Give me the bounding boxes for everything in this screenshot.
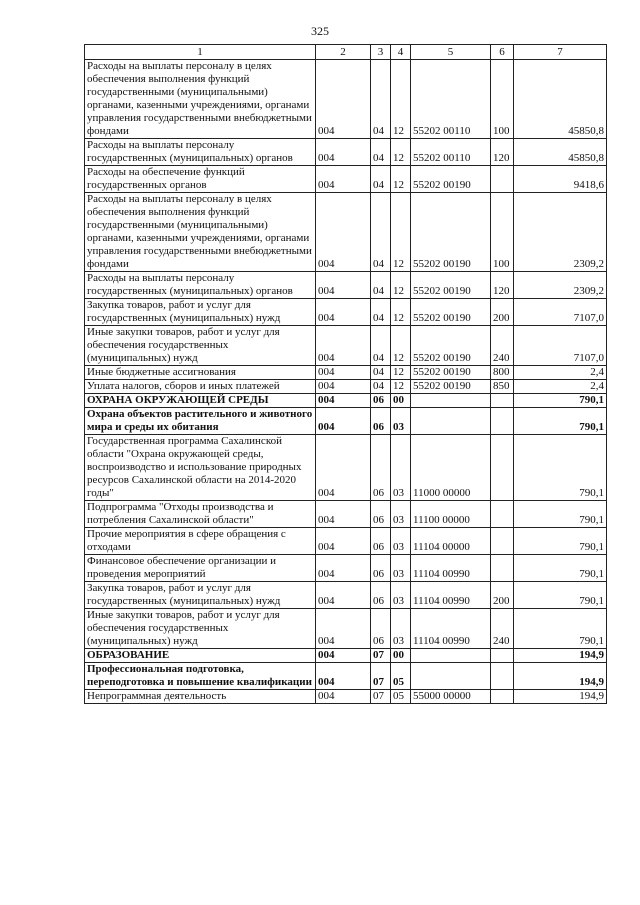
subsection-code-cell: 12: [391, 272, 411, 299]
column-header: 5: [411, 45, 491, 60]
ministry-code-cell: 004: [316, 663, 371, 690]
expense-type-cell: 240: [491, 609, 514, 649]
expense-name-cell: Уплата налогов, сборов и иных платежей: [85, 380, 316, 394]
table-row: [85, 555, 607, 582]
subsection-code-cell: 12: [391, 299, 411, 326]
expense-type-cell: [491, 435, 514, 501]
expense-name-cell: Иные закупки товаров, работ и услуг для обеспечения государственных (муниципальных) нужд: [85, 326, 316, 366]
expense-type-cell: 120: [491, 139, 514, 166]
amount-cell: 194,9: [514, 663, 607, 690]
expense-type-cell: [491, 649, 514, 663]
column-header: 7: [514, 45, 607, 60]
ministry-code-cell: 004: [316, 582, 371, 609]
expense-name-cell: Государственная программа Сахалинской области "Охрана окружающей среды, воспроизводство и использование природных ресурсов Сахалинской области на 2014-2020 годы": [85, 435, 316, 501]
table-row: [85, 60, 607, 139]
table-row: [85, 582, 607, 609]
table-row: [85, 326, 607, 366]
expense-name-cell: ОХРАНА ОКРУЖАЮЩЕЙ СРЕДЫ: [85, 394, 316, 408]
amount-cell: 2309,2: [514, 272, 607, 299]
amount-cell: 194,9: [514, 690, 607, 704]
section-code-cell: 06: [371, 394, 391, 408]
section-code-cell: 06: [371, 501, 391, 528]
target-article-cell: 55000 00000: [411, 690, 491, 704]
section-code-cell: 04: [371, 272, 391, 299]
ministry-code-cell: 004: [316, 139, 371, 166]
table-row: [85, 408, 607, 435]
amount-cell: 2,4: [514, 380, 607, 394]
subsection-code-cell: 03: [391, 555, 411, 582]
ministry-code-cell: 004: [316, 690, 371, 704]
table-row: [85, 528, 607, 555]
ministry-code-cell: 004: [316, 408, 371, 435]
expense-type-cell: 120: [491, 272, 514, 299]
ministry-code-cell: 004: [316, 166, 371, 193]
page-number: 325: [311, 24, 329, 38]
budget-table: [84, 44, 607, 704]
expense-type-cell: 240: [491, 326, 514, 366]
expense-name-cell: Расходы на выплаты персоналу в целях обеспечения выполнения функций государственными (муниципальными) органами, казенными учреждениями, органами управления государственными внебюджетными фондами: [85, 193, 316, 272]
ministry-code-cell: 004: [316, 60, 371, 139]
amount-cell: 790,1: [514, 582, 607, 609]
subsection-code-cell: 12: [391, 139, 411, 166]
section-code-cell: 06: [371, 528, 391, 555]
expense-type-cell: [491, 408, 514, 435]
expense-type-cell: [491, 663, 514, 690]
amount-cell: 790,1: [514, 609, 607, 649]
target-article-cell: 11000 00000: [411, 435, 491, 501]
section-code-cell: 04: [371, 380, 391, 394]
column-header: 3: [371, 45, 391, 60]
amount-cell: 790,1: [514, 555, 607, 582]
target-article-cell: 55202 00190: [411, 366, 491, 380]
ministry-code-cell: 004: [316, 528, 371, 555]
subsection-code-cell: 03: [391, 528, 411, 555]
expense-name-cell: Расходы на выплаты персоналу государственных (муниципальных) органов: [85, 139, 316, 166]
amount-cell: 194,9: [514, 649, 607, 663]
amount-cell: 790,1: [514, 435, 607, 501]
target-article-cell: 55202 00190: [411, 380, 491, 394]
expense-type-cell: [491, 166, 514, 193]
ministry-code-cell: 004: [316, 299, 371, 326]
subsection-code-cell: 12: [391, 60, 411, 139]
expense-name-cell: Закупка товаров, работ и услуг для государственных (муниципальных) нужд: [85, 299, 316, 326]
section-code-cell: 04: [371, 366, 391, 380]
section-code-cell: 04: [371, 326, 391, 366]
section-code-cell: 04: [371, 139, 391, 166]
expense-type-cell: [491, 690, 514, 704]
target-article-cell: [411, 649, 491, 663]
target-article-cell: 55202 00190: [411, 272, 491, 299]
section-code-cell: 06: [371, 582, 391, 609]
expense-type-cell: 200: [491, 299, 514, 326]
subsection-code-cell: 00: [391, 394, 411, 408]
ministry-code-cell: 004: [316, 380, 371, 394]
subsection-code-cell: 05: [391, 663, 411, 690]
amount-cell: 2,4: [514, 366, 607, 380]
ministry-code-cell: 004: [316, 555, 371, 582]
column-header: 2: [316, 45, 371, 60]
table-row: [85, 299, 607, 326]
target-article-cell: [411, 663, 491, 690]
amount-cell: 9418,6: [514, 166, 607, 193]
subsection-code-cell: 03: [391, 582, 411, 609]
target-article-cell: [411, 408, 491, 435]
subsection-code-cell: 03: [391, 609, 411, 649]
section-code-cell: 04: [371, 60, 391, 139]
section-code-cell: 07: [371, 690, 391, 704]
target-article-cell: 11104 00000: [411, 528, 491, 555]
table-row: [85, 394, 607, 408]
section-code-cell: 06: [371, 609, 391, 649]
expense-type-cell: 100: [491, 193, 514, 272]
section-code-cell: 07: [371, 663, 391, 690]
target-article-cell: 11104 00990: [411, 555, 491, 582]
column-header: 4: [391, 45, 411, 60]
subsection-code-cell: 12: [391, 380, 411, 394]
section-code-cell: 07: [371, 649, 391, 663]
expense-type-cell: [491, 555, 514, 582]
amount-cell: 2309,2: [514, 193, 607, 272]
target-article-cell: 55202 00190: [411, 299, 491, 326]
section-code-cell: 06: [371, 435, 391, 501]
section-code-cell: 04: [371, 299, 391, 326]
section-code-cell: 06: [371, 555, 391, 582]
table-row: [85, 435, 607, 501]
expense-type-cell: 100: [491, 60, 514, 139]
amount-cell: 7107,0: [514, 299, 607, 326]
subsection-code-cell: 00: [391, 649, 411, 663]
target-article-cell: 55202 00190: [411, 193, 491, 272]
expense-name-cell: Охрана объектов растительного и животного мира и среды их обитания: [85, 408, 316, 435]
expense-type-cell: 850: [491, 380, 514, 394]
amount-cell: 790,1: [514, 408, 607, 435]
expense-name-cell: Закупка товаров, работ и услуг для государственных (муниципальных) нужд: [85, 582, 316, 609]
ministry-code-cell: 004: [316, 609, 371, 649]
amount-cell: 7107,0: [514, 326, 607, 366]
subsection-code-cell: 12: [391, 366, 411, 380]
expense-name-cell: Прочие мероприятия в сфере обращения с отходами: [85, 528, 316, 555]
subsection-code-cell: 12: [391, 193, 411, 272]
table-row: [85, 139, 607, 166]
ministry-code-cell: 004: [316, 272, 371, 299]
target-article-cell: 55202 00110: [411, 60, 491, 139]
expense-type-cell: [491, 501, 514, 528]
amount-cell: 790,1: [514, 528, 607, 555]
expense-name-cell: Иные бюджетные ассигнования: [85, 366, 316, 380]
subsection-code-cell: 12: [391, 326, 411, 366]
table-row: [85, 166, 607, 193]
ministry-code-cell: 004: [316, 649, 371, 663]
table-header-row: [85, 45, 607, 60]
section-code-cell: 04: [371, 193, 391, 272]
target-article-cell: 11104 00990: [411, 609, 491, 649]
expense-name-cell: Расходы на выплаты персоналу государственных (муниципальных) органов: [85, 272, 316, 299]
ministry-code-cell: 004: [316, 193, 371, 272]
expense-name-cell: Расходы на выплаты персоналу в целях обеспечения выполнения функций государственными (муниципальными) органами, казенными учреждениями, органами управления государственными внебюджетными фондами: [85, 60, 316, 139]
expense-type-cell: [491, 528, 514, 555]
table-row: [85, 609, 607, 649]
amount-cell: 45850,8: [514, 60, 607, 139]
target-article-cell: [411, 394, 491, 408]
ministry-code-cell: 004: [316, 501, 371, 528]
table-row: [85, 663, 607, 690]
expense-name-cell: Профессиональная подготовка, переподготовка и повышение квалификации: [85, 663, 316, 690]
subsection-code-cell: 05: [391, 690, 411, 704]
section-code-cell: 04: [371, 166, 391, 193]
table-row: [85, 690, 607, 704]
amount-cell: 45850,8: [514, 139, 607, 166]
ministry-code-cell: 004: [316, 366, 371, 380]
subsection-code-cell: 03: [391, 408, 411, 435]
target-article-cell: 11100 00000: [411, 501, 491, 528]
expense-name-cell: ОБРАЗОВАНИЕ: [85, 649, 316, 663]
table-row: [85, 272, 607, 299]
table-row: [85, 380, 607, 394]
table-row: [85, 366, 607, 380]
section-code-cell: 06: [371, 408, 391, 435]
expense-name-cell: Подпрограмма "Отходы производства и потребления Сахалинской области": [85, 501, 316, 528]
table-row: [85, 649, 607, 663]
expense-name-cell: Расходы на обеспечение функций государственных органов: [85, 166, 316, 193]
expense-type-cell: 800: [491, 366, 514, 380]
target-article-cell: 55202 00190: [411, 166, 491, 193]
expense-name-cell: Финансовое обеспечение организации и проведения мероприятий: [85, 555, 316, 582]
expense-name-cell: Иные закупки товаров, работ и услуг для обеспечения государственных (муниципальных) нужд: [85, 609, 316, 649]
subsection-code-cell: 12: [391, 166, 411, 193]
ministry-code-cell: 004: [316, 326, 371, 366]
amount-cell: 790,1: [514, 394, 607, 408]
expense-name-cell: Непрограммная деятельность: [85, 690, 316, 704]
expense-type-cell: [491, 394, 514, 408]
amount-cell: 790,1: [514, 501, 607, 528]
subsection-code-cell: 03: [391, 435, 411, 501]
ministry-code-cell: 004: [316, 394, 371, 408]
table-row: [85, 193, 607, 272]
expense-type-cell: 200: [491, 582, 514, 609]
column-header: 1: [85, 45, 316, 60]
target-article-cell: 55202 00190: [411, 326, 491, 366]
column-header: 6: [491, 45, 514, 60]
target-article-cell: 55202 00110: [411, 139, 491, 166]
ministry-code-cell: 004: [316, 435, 371, 501]
table-row: [85, 501, 607, 528]
target-article-cell: 11104 00990: [411, 582, 491, 609]
subsection-code-cell: 03: [391, 501, 411, 528]
